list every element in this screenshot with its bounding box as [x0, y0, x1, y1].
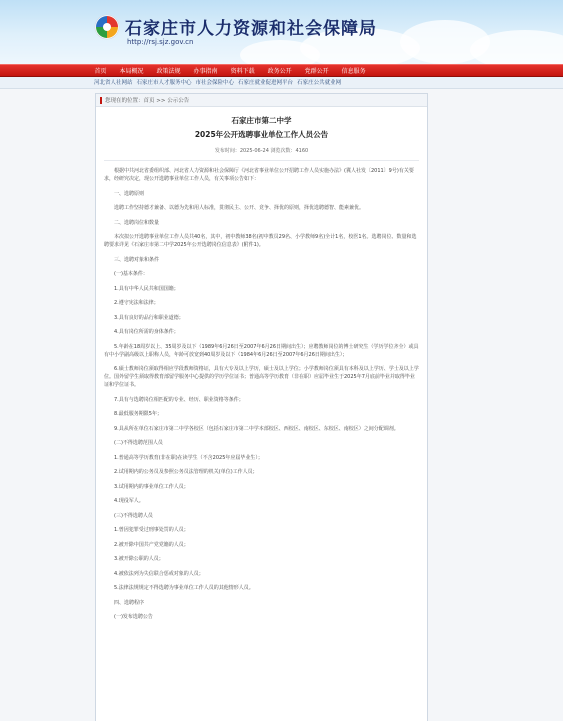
- article-paragraph: 本次拟公开选聘事业单位工作人员共40名，其中，初中教师38名(初中教员29名、小学教师9名)全计1名，校医1名。选聘岗位、数量和选聘要求详见《石家庄市第二中学2025年公开选聘岗位信息表》(附件1)。: [104, 234, 417, 248]
- quick-link[interactable]: 石家庄公共就业网: [297, 80, 342, 86]
- article-paragraph: 四、选聘程序: [114, 599, 145, 606]
- article-paragraph: 8.最低服务期限5年；: [114, 411, 162, 417]
- quick-link[interactable]: 石家庄就业促进网平台: [238, 80, 294, 86]
- nav-item-home[interactable]: 首页: [94, 68, 107, 75]
- article-paragraph: 4.被依法列为失信联合惩戒对象的人员；: [114, 570, 204, 577]
- quick-link[interactable]: 河北省人社网站: [94, 80, 133, 86]
- nav-item-gov-affairs[interactable]: 政务公开: [267, 68, 292, 75]
- article-paragraph: 选聘工作坚持德才兼备、以德为先和用人标准，贯彻民主、公开、竞争、择优的原则，择优选聘德智、能素兼优。: [114, 205, 365, 211]
- article-title-line1: 石家庄市第二中学: [231, 116, 292, 125]
- article-paragraph: 二、选聘岗位和数量: [114, 219, 160, 226]
- article-paragraph: 5.法律法规规定不得选聘为事业单位工作人员的其他情形人员。: [114, 585, 254, 591]
- breadcrumb-marker: [100, 97, 102, 104]
- nav-item-info-service[interactable]: 信息服务: [341, 68, 366, 75]
- quick-link[interactable]: 石家庄市人才服务中心: [136, 80, 192, 86]
- main-nav: [0, 64, 563, 77]
- nav-item-downloads[interactable]: 资料下载: [230, 68, 255, 75]
- header-cloud: [240, 40, 320, 64]
- nav-item-policy[interactable]: 政策法规: [156, 68, 181, 75]
- article-paragraph: 4.具有岗位所需的身体条件；: [114, 329, 179, 335]
- article-paragraph: 根据中共河北省委组织部、河北省人力资源和社会保障厅《河北省事业单位公开招聘工作人员实施办法》(冀人社发〔2011〕9号)有关要求，经研究决定，现公开选聘事业单位工作人员，有关事项公告如下：: [104, 168, 414, 182]
- article-paragraph: 一、选聘原则: [114, 190, 145, 197]
- article-paragraph: 6.硕士教师岗位须取得相应学段教师资格证，具有大专及以上学历，硕士及以上学位；小学教师岗位须具有本科及以上学历、学士及以上学位。国外留学生须取得教育部留学服务中心提供的学历学位证书；普通高等学历教育（非在职）应届毕业生于2025年7月底前毕业并取得毕业证和学位证书。: [104, 366, 419, 388]
- site-title: 石家庄市人力资源和社会保障局: [125, 19, 377, 39]
- article-paragraph: 1.具有中华人民共和国国籍；: [114, 285, 179, 292]
- article-meta: 发布时间：2025-06-24 浏览次数：4160: [104, 147, 419, 161]
- article-paragraph: 7.具有与选聘岗位相匹配的专业、经历、职业资格等条件；: [114, 396, 244, 403]
- nav-item-guide[interactable]: 办事指南: [193, 68, 218, 75]
- article-paragraph: 9.具从所在单位石家庄市第二中学各校区（包括石家庄市第二中学本部校区、西校区、南校区、东校区、南校区）之间分配调剂。: [114, 425, 399, 432]
- site-logo-icon[interactable]: [94, 14, 120, 40]
- article-paragraph: 3.具有良好的品行和职业道德；: [114, 314, 184, 321]
- article-paragraph: (一)发布选聘公告: [114, 614, 153, 620]
- article-paragraph: 5.年龄在18周岁以上、35周岁及以下（1989年6月26日至2007年6月26日期间出生）；应聘教师岗位的博士研究生（学历学位齐全）或具有中小学副高级以上职称人员，年龄可放宽到40周岁及以下（1984年6月26日至2007年6月26日期间出生）；: [104, 343, 419, 358]
- article-paragraph: 1.曾因犯罪受过刑事处罚的人员；: [114, 527, 189, 533]
- article-paragraph: 2.遵守宪法和法律；: [114, 300, 159, 306]
- article-paragraph: 三、选聘对象和条件: [114, 256, 160, 263]
- article-paragraph: (一)基本条件：: [114, 271, 148, 277]
- article-body: [96, 161, 427, 621]
- article-paragraph: 2.被开除中国共产党党籍的人员；: [114, 541, 189, 548]
- site-url: http://rsj.sjz.gov.cn: [127, 38, 194, 46]
- quick-links-bar: [0, 77, 563, 89]
- article-paragraph: 2.试用期内的公务员及参照公务员法管理的机关(单位)工作人员；: [114, 469, 258, 475]
- site-header: [0, 0, 563, 64]
- article-panel: [95, 93, 428, 721]
- article-title-line2: 2025年公开选聘事业单位工作人员公告: [194, 130, 329, 139]
- nav-item-overview[interactable]: 本局概况: [119, 68, 144, 75]
- article-paragraph: 3.被开除公职的人员；: [114, 556, 164, 562]
- article-paragraph: 4.现役军人。: [114, 498, 144, 504]
- nav-item-party-affairs[interactable]: 党群公开: [304, 68, 329, 75]
- article-paragraph: 1.普通高等学历教育(非在职)在读学生（不含2025年应届毕业生）；: [114, 454, 263, 461]
- breadcrumb-text[interactable]: 您现在的位置：首页 >> 公示公告: [105, 98, 190, 104]
- article-paragraph: 3.试用期内的事业单位工作人员；: [114, 483, 189, 490]
- quick-link[interactable]: 市社会保险中心: [195, 80, 235, 86]
- article-paragraph: (三)不得选聘人员: [114, 512, 153, 519]
- article-paragraph: (二)不得选聘范围人员: [114, 440, 163, 446]
- breadcrumb: [96, 94, 427, 107]
